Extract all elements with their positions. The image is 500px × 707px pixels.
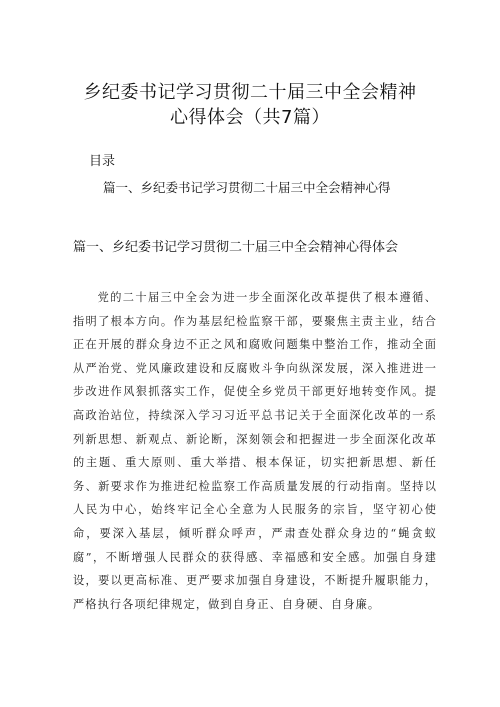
title-line-1: 乡纪委书记学习贯彻二十届三中全会精神 [83, 82, 417, 103]
document-title [60, 80, 440, 130]
toc-item-1[interactable]: 篇一、乡纪委书记学习贯彻二十届三中全会精神心得 [103, 180, 391, 195]
section-heading: 篇一、乡纪委书记学习贯彻二十届三中全会精神心得体会 [73, 240, 399, 255]
title-line-2: 心得体会（共7篇） [170, 107, 330, 128]
toc-heading: 目录 [89, 154, 116, 169]
body-paragraph: 党的二十届三中全会为进一步全面深化改革提供了根本遵循、指明了根本方向。作为基层纪检监察干部，要聚焦主责主业，结合正在开展的群众身边不正之风和腐败问题集中整治工作，推动全面从严治党、党风廉政建设和反腐败斗争向纵深发展，深入推进进一步改进作风狠抓落实工作，促使全乡党员干部更好地转变作风。提高政治站位，持续深入学习习近平总书记关于全面深化改革的一系列新思想、新观点、新论断，深刻领会和把握进一步全面深化改革的主题、重大原则、重大举措、根本保证，切实把新思想、新任务、新要求作为推进纪检监察工作高质量发展的行动指南。坚持以人民为中心，始终牢记全心全意为人民服务的宗旨，坚守初心使命，要深入基层，倾听群众呼声，严肃查处群众身边的“蝇贪蚁腐”，不断增强人民群众的获得感、幸福感和安全感。加强自身建设，要以更高标准、更严要求加强自身建设，不断提升履职能力，严格执行各项纪律规定，做到自身正、自身硬、自身廉。 [73, 291, 437, 611]
